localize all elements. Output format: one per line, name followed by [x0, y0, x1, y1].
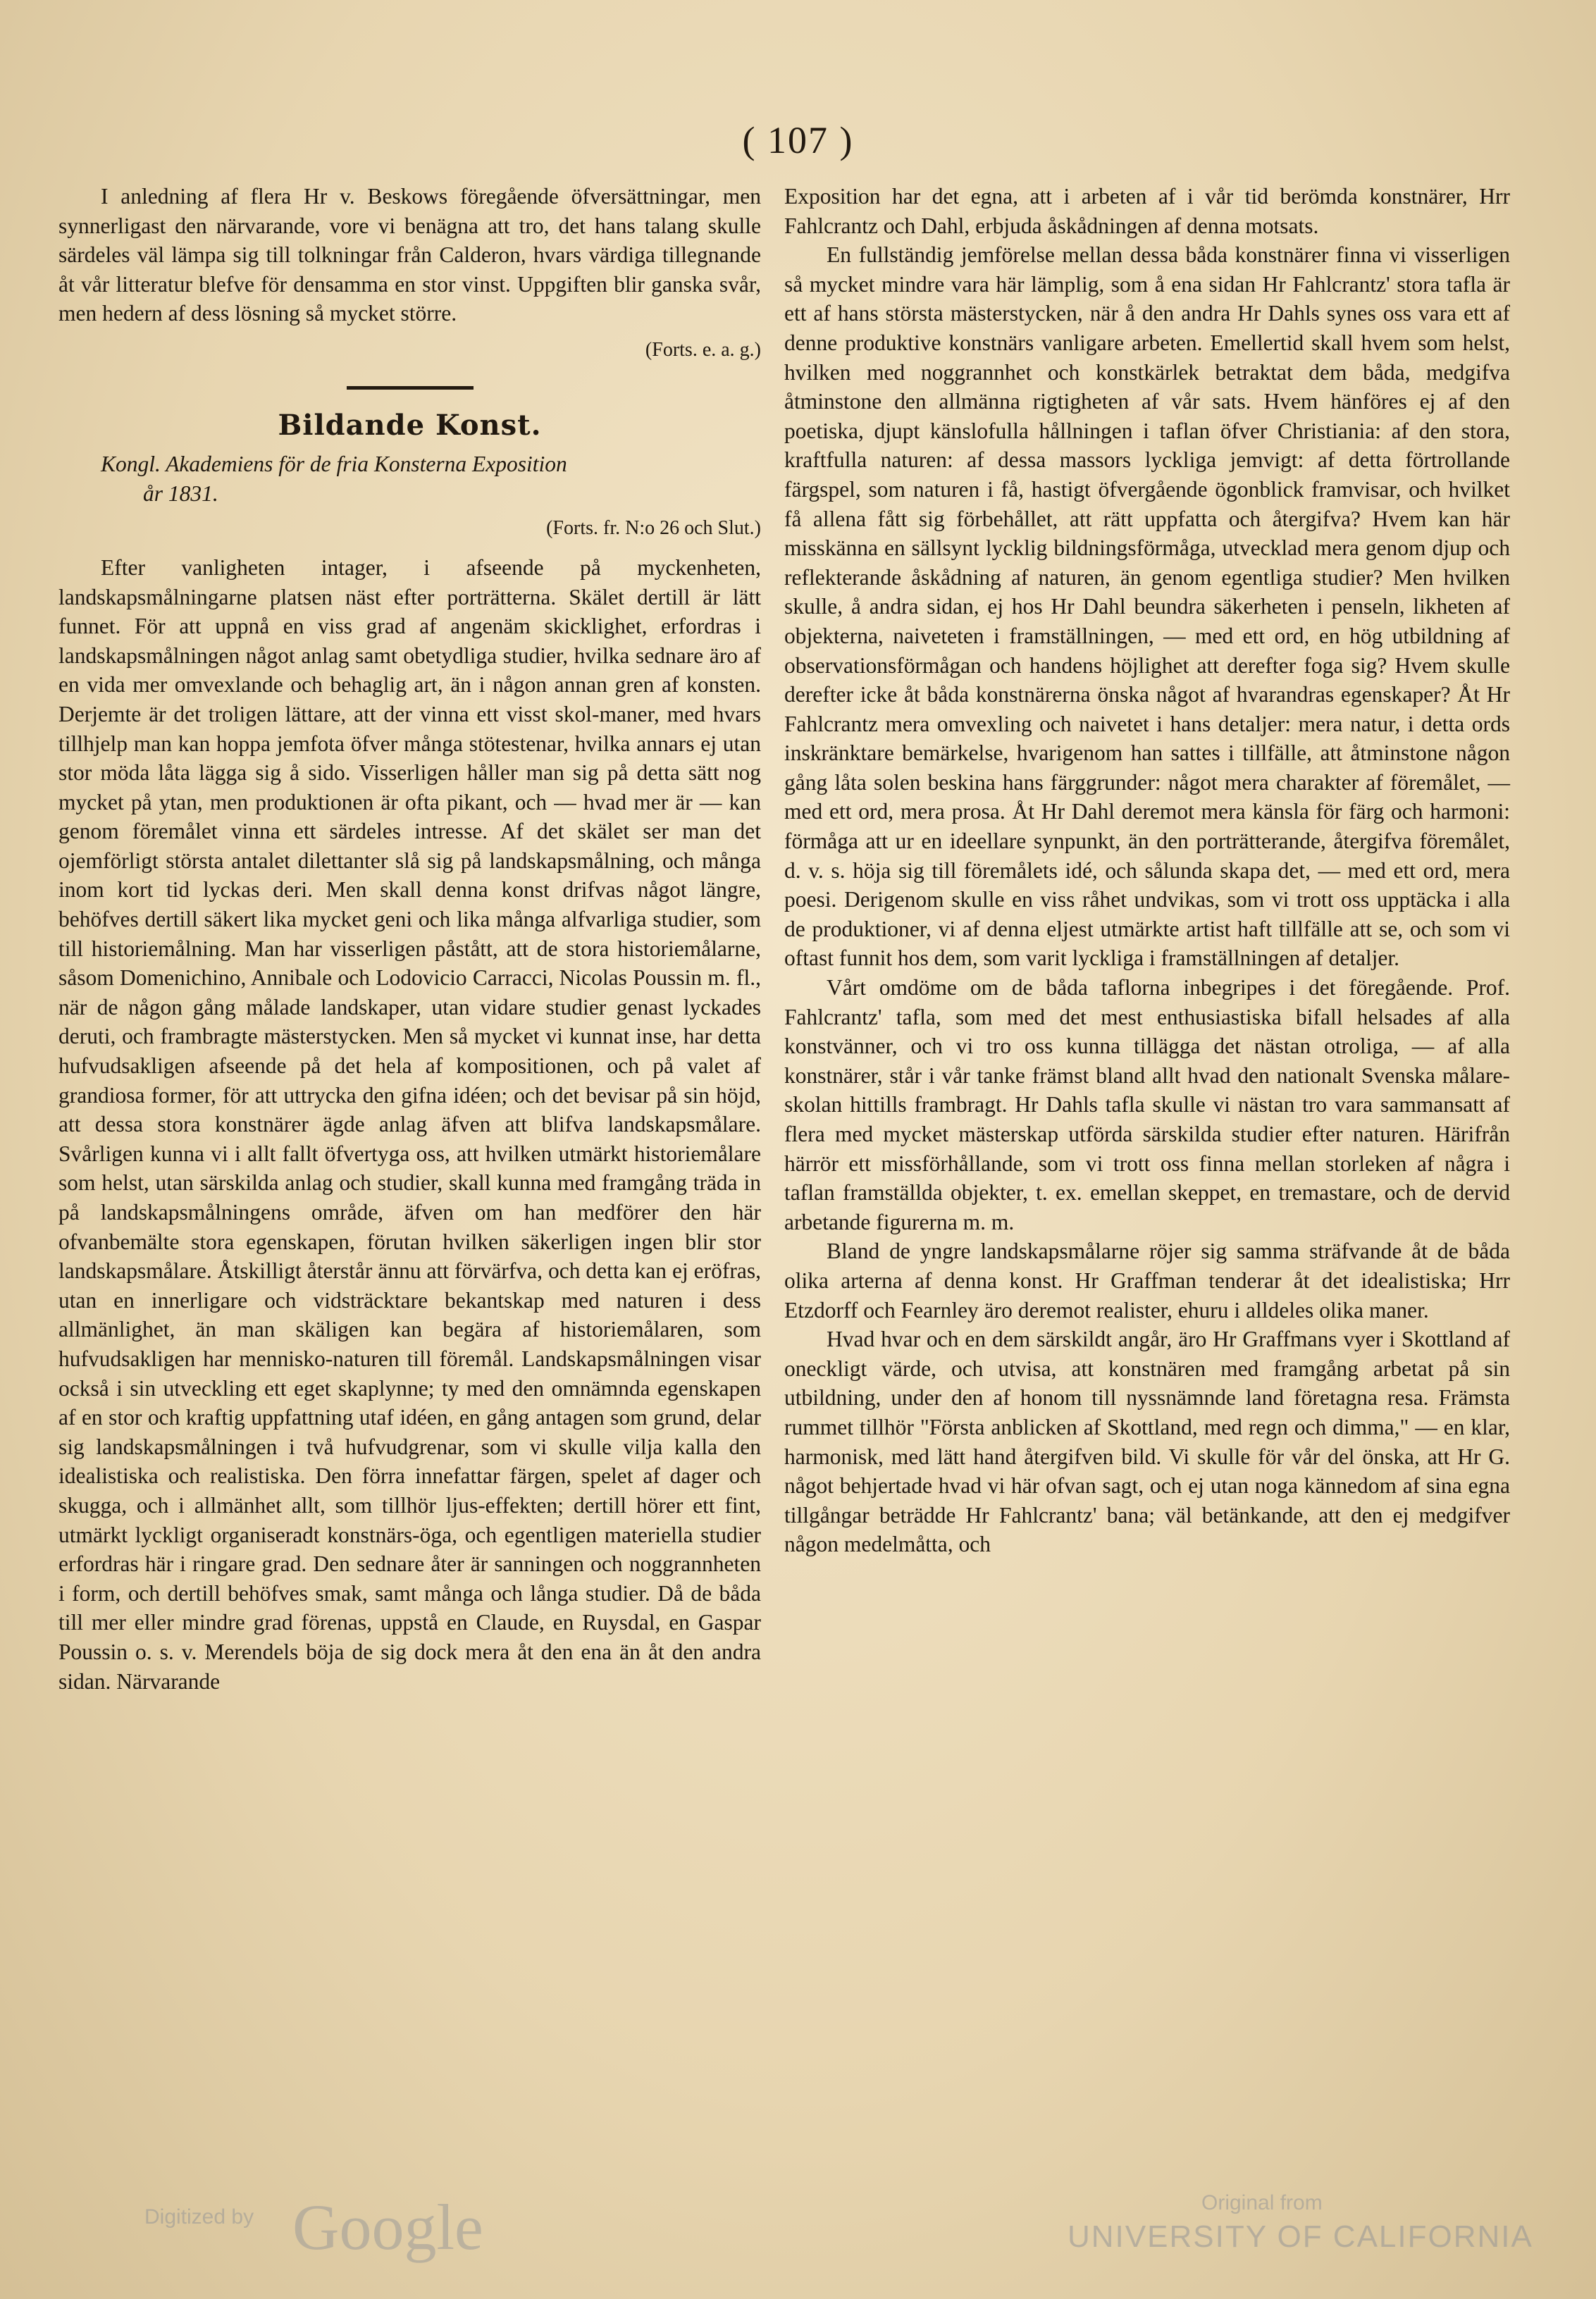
article-paragraph-5: Hvad hvar och en dem särskildt angår, äro Hr Graffmans vyer i Skottland af oneckligt värde, och utvisa, att konstnären med framgång arbetat på sin utbildning, under den af honom till nyssnämnde land företagna resa. Främsta rummet tillhör "Första anblicken af Skottland, med regn och dimma," — en klar, harmonisk, med lätt hand återgifven bild. Vi skulle för vår del önska, att Hr G. något behjertade hvad vi här ofvan sagt, och ej utan noga kännedom af sina egna tillgångar beträdde Hr Fahlcrantz' bana; väl betänkande, att den ej medgifver någon medelmåtta, och: [784, 1327, 1510, 1557]
digitized-by-watermark: Digitized by: [144, 2205, 254, 2229]
section-title: Bildande Konst.: [278, 408, 542, 442]
original-from-watermark: Original from: [1201, 2191, 1323, 2214]
left-column: [58, 182, 761, 1696]
article-paragraph-1-continued: Exposition har det egna, att i arbeten af i vår tid berömda konstnärer, Hrr Fahlcrantz och Dahl, erbjuda åskådningen af denna motsats.: [784, 184, 1510, 238]
article-title-line2: år 1831.: [143, 481, 218, 506]
intro-continuation-note: (Forts. e. a. g.): [645, 338, 761, 361]
article-title-line1: Kongl. Akademiens för de fria Konsterna Exposition: [101, 452, 567, 477]
page-number: ( 107 ): [742, 119, 854, 161]
university-watermark: UNIVERSITY OF CALIFORNIA: [1068, 2219, 1533, 2254]
article-continuation-note: (Forts. fr. N:o 26 och Slut.): [546, 517, 761, 540]
right-column: [784, 182, 1510, 1559]
intro-paragraph: I anledning af flera Hr v. Beskows föregående öfversättningar, men synnerligast den närvarande, vore vi benägna att tro, det hans talang skulle särdeles väl lämpa sig till tolkningar från Calderon, hvars värdiga tillegnande åt vår litteratur blefve för densamma en stor vinst. Uppgiften blir ganska svår, men hedern af dess lösning så mycket större.: [58, 184, 761, 326]
article-paragraph-2: En fullständig jemförelse mellan dessa båda konstnärer finna vi visserligen så mycket mindre vara här lämplig, som å ena sidan Hr Fahlcrantz' stora tafla är ett af hans största mästerstycken, när å den andra Hr Dahls synes oss vara ett af denne produktive konstnärs vanligare arbeten. Emellertid skall hvem som helst, hvilken med noggrannhet och konstkärlek betraktat dem båda, medgifva åtminstone den allmänna rigtigheten af vår sats. Hvem hänföres ej af den poetiska, djupt känslofulla hållningen i taflan öfver Christiania: af den stora, kraftfulla naturen: af dessa massors lyckliga jemvigt: af detta förtrollande färgspel, som naturen i få, hastigt öfvergående ögonblick framvisar, och hvilket få allena fått sig förbehållet, att rätt uppfatta och återgifva? Hvem kan här misskänna en sällsynt lycklig bildningsförmåga, utvecklad mera genom djup och reflekterande åskådning af naturen, än genom egentliga studier? Men hvilken skulle, å andra sidan, ej hos Hr Dahl beundra säkerheten i penseln, likheten af objekterna, naiveteten i framställningen, — med ett ord, en hög utbildning af observationsförmågan och handens höjlighet att derefter foga sig? Hvem skulle derefter icke åt båda konstnärerna önska något af hvarandras egenskaper? Åt Hr Fahlcrantz mera omvexling och naivetet i hans detaljer: mera natur, i detta ords inskränktare bemärkelse, hvarigenom han sattes i tillfälle, att åtminstone någon gång låta solen beskina hans färggrunder: något mera charakter af föremålet, — med ett ord, mera prosa. Åt Hr Dahl deremot mera känsla för färg och harmoni: förmåga att ur en ideellare synpunkt, än den porträtterande, återgifva föremålet, d. v. s. höja sig till föremålets idé, och sålunda skapa det, — med ett ord, mera poesi. Derigenom skulle en viss råhet undvikas, som vi trott oss upptäcka i alla de produktioner, vi af denna eljest utmärkte artist haft tillfälle att se, och som vi oftast funnit hos dem, som varit lyckliga i framställningen af detaljer.: [784, 242, 1510, 971]
article-paragraph-4: Bland de yngre landskapsmålarne röjer sig samma sträfvande åt de båda olika arterna af denna konst. Hr Graffman tenderar åt det idealistiska; Hrr Etzdorff och Fearnley äro deremot realister, ehuru i alldeles olika maner.: [784, 1239, 1510, 1322]
section-divider: [347, 386, 474, 390]
google-logo-watermark: Google: [292, 2191, 483, 2263]
article-paragraph-1: Efter vanligheten intager, i afseende på myckenheten, landskapsmålningarne platsen näst efter porträtterna. Skälet dertill är lätt funnet. För att uppnå en viss grad af angenäm skicklighet, erfordras i landskapsmålningen något anlag samt obetydliga studier, hvilka sednare äro af en vida mer omvexlande och behaglig art, än i någon annan gren af konsten. Derjemte är det troligen lättare, att der vinna ett visst skol-maner, med hvars tillhjelp man kan hoppa jemfota öfver många stötestenar, hvilka annars ej utan stor möda låta lägga sig å sido. Visserligen håller man sig på detta sätt nog mycket på ytan, men produktionen är ofta pikant, och — hvad mer är — kan genom föremålet vinna ett särdeles intresse. Af det skälet ser man det ojemförligt största antalet dilettanter slå sig på landskapsmålning, och många inom kort tid lyckas deri. Men skall denna konst drifvas något längre, behöfves dertill säkert lika mycket geni och lika många alfvarliga studier, som till historiemålning. Man har visserligen påstått, att de stora historiemålarne, såsom Domenichino, Annibale och Lodovicio Carracci, Nicolas Poussin m. fl., när de någon gång målade landskaper, utan vidare studier genast lyckades deruti, och frambragte mästerstycken. Men så mycket vi kunnat inse, har detta hufvudsakligen afseende på det hela af kompositionen, och på valet af grandiosa former, för att uttrycka den gifna idéen; och det bevisar på sin höjd, att dessa stora konstnärer ägde anlag äfven att blifva landskapsmålare. Svårligen kunna vi i allt fallt öfvertyga oss, att hvilken utmärkt historiemålare som helst, utan särskilda anlag och studier, skall kunna med framgång träda in på landskapsmålningens område, äfven om han medförer den här ofvanbemälte stora egenskapen, förutan hvilken säkerligen ingen blir stor landskapsmålare. Åtskilligt återstår ännu att förvärfva, och detta kan ej eröfras, utan en innerligare och vidsträcktare bekantskap med naturen i dess allmänlighet, än man skäligen kan begära af historiemålaren, som hufvudsakligen har mennisko-naturen till föremål. Landskapsmålningen visar också i sin utveckling ett eget skaplynne; ty med den omnämnda egenskapen af en stor och kraftig uppfattning utaf idéen, en gång antagen som grund, delar sig landskapsmålningen i två hufvudgrenar, som vi skulle vilja kalla den idealistiska och realistiska. Den förra innefattar färgen, spelet af dager och skugga, och i allmänhet allt, som tillhör ljus-effekten; dertill hörer ett fint, utmärkt lyckligt organiseradt konstnärs-öga, och egentligen materiella studier erfordras här i ringare grad. Den sednare åter är sanningen och noggrannheten i form, och dertill behöfves smak, samt många och långa studier. Då de båda till mer eller mindre grad förenas, uppstå en Claude, en Ruysdal, en Gaspar Poussin o. s. v. Merendels böja de sig dock mera åt den ena än åt den andra sidan. Närvarande: [58, 554, 761, 1694]
article-paragraph-3: Vårt omdöme om de båda taflorna inbegripes i det föregående. Prof. Fahlcrantz' tafla, som med det mest enthusiastiska bifall helsades af alla konstvänner, och vi tro oss kunna tillägga det nästan otroliga, — af alla konstnärer, står i vår tanke främst bland allt hvad den nationalt Svenska målare-skolan hittills frambragt. Hr Dahls tafla skulle vi nästan tro vara sammansatt af flera med mycket mästerskap utförda särskilda studier efter naturen. Härifrån härrör ett missförhållande, som vi trott oss finna mellan storleken af några i taflan framställda objekter, t. ex. emellan skeppet, en tremastare, och de dervid arbetande figurerna m. m.: [784, 975, 1510, 1234]
article-title: [58, 450, 761, 508]
